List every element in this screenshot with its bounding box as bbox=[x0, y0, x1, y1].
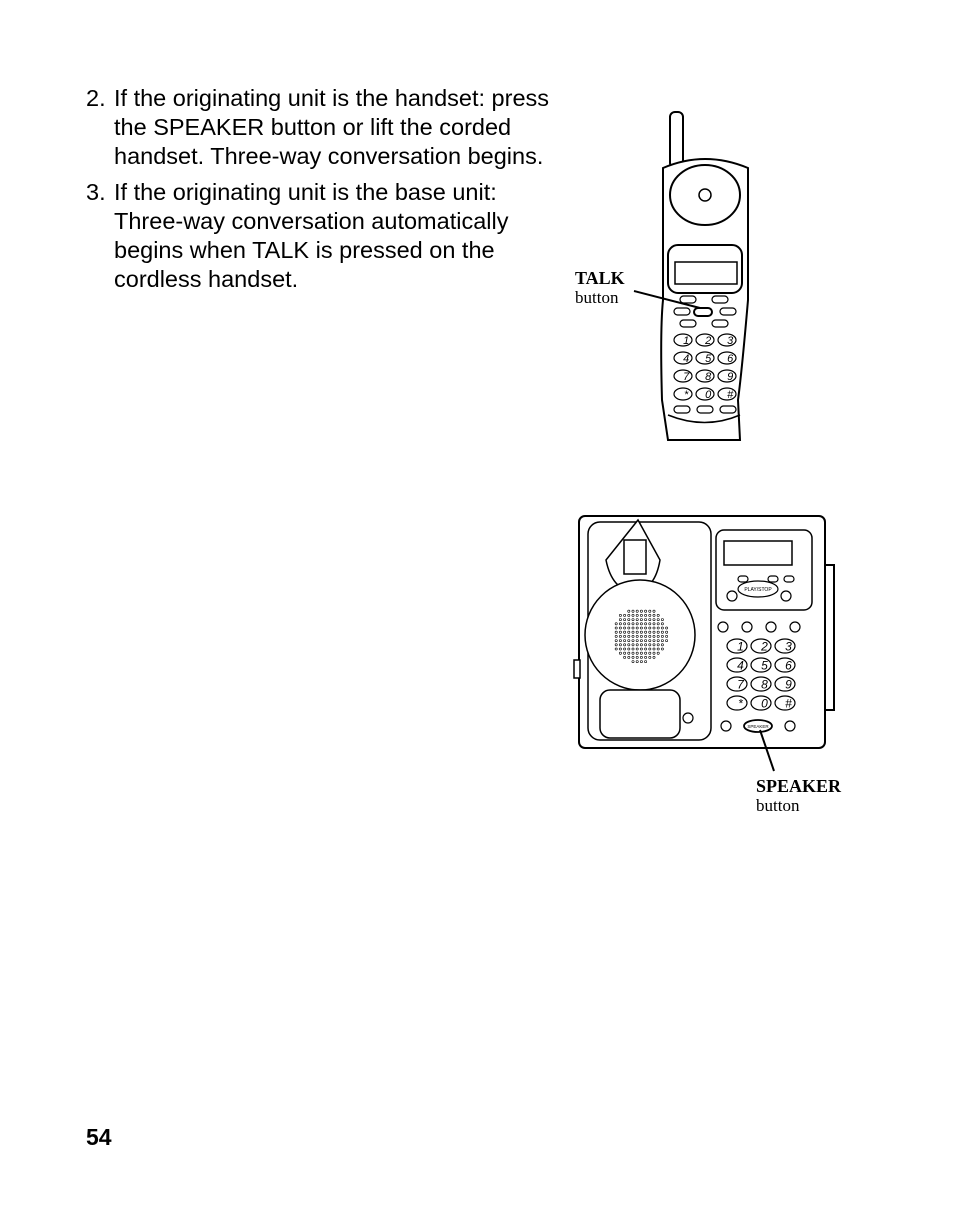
talk-button-callout bbox=[575, 268, 625, 308]
base-key-label: 8 bbox=[761, 677, 768, 692]
speaker-button-label: SPEAKER bbox=[747, 724, 769, 729]
speaker-button-callout bbox=[756, 776, 841, 816]
handset-logo-icon bbox=[699, 189, 711, 201]
base-button[interactable] bbox=[742, 622, 752, 632]
step-number: 3. bbox=[86, 179, 106, 205]
handset-key-label: 7 bbox=[683, 370, 690, 383]
talk-button[interactable] bbox=[694, 308, 712, 316]
base-key-label: 0 bbox=[761, 696, 768, 711]
base-key[interactable] bbox=[775, 639, 795, 653]
handset-button[interactable] bbox=[674, 308, 690, 315]
base-key[interactable] bbox=[775, 677, 795, 691]
base-key[interactable] bbox=[751, 696, 771, 710]
handset-key-outline bbox=[674, 388, 692, 400]
base-key-label: # bbox=[785, 696, 792, 711]
handset-key-label: # bbox=[727, 388, 734, 401]
callout-subtitle: button bbox=[756, 796, 800, 815]
handset-bottom-buttons bbox=[674, 406, 736, 413]
base-key-label: 3 bbox=[785, 639, 792, 654]
base-key[interactable] bbox=[727, 696, 747, 710]
base-button[interactable] bbox=[781, 591, 791, 601]
handset-key-label: 8 bbox=[705, 370, 712, 383]
base-key-label: 7 bbox=[737, 677, 744, 692]
handset-button[interactable] bbox=[674, 406, 690, 413]
base-key[interactable] bbox=[775, 658, 795, 672]
base-key[interactable] bbox=[751, 639, 771, 653]
speaker-grille bbox=[585, 580, 695, 690]
base-button[interactable] bbox=[721, 721, 731, 731]
base-key-label: 2 bbox=[761, 639, 768, 654]
base-key[interactable] bbox=[775, 696, 795, 710]
base-key-label: 1 bbox=[737, 639, 744, 654]
handset-key-label: * bbox=[684, 388, 689, 401]
play-stop-label: PLAY/STOP bbox=[744, 587, 772, 593]
base-display bbox=[724, 541, 792, 565]
base-key-label: * bbox=[738, 696, 743, 711]
base-key[interactable] bbox=[727, 658, 747, 672]
handset-key-label: 9 bbox=[727, 370, 734, 383]
handset-button[interactable] bbox=[697, 406, 713, 413]
base-key[interactable] bbox=[751, 658, 771, 672]
handset-display bbox=[675, 262, 737, 284]
base-button[interactable] bbox=[785, 721, 795, 731]
base-key[interactable] bbox=[727, 677, 747, 691]
handset-button[interactable] bbox=[712, 320, 728, 327]
base-button[interactable] bbox=[766, 622, 776, 632]
handset-key-label: 4 bbox=[683, 352, 690, 365]
base-button[interactable] bbox=[683, 713, 693, 723]
base-key[interactable] bbox=[751, 677, 771, 691]
handset-button[interactable] bbox=[680, 320, 696, 327]
step-number: 2. bbox=[86, 85, 106, 111]
handset-key-label: 0 bbox=[705, 388, 712, 401]
handset-key-label: 2 bbox=[705, 334, 712, 347]
page-number: 54 bbox=[86, 1124, 112, 1150]
callout-subtitle: button bbox=[575, 288, 619, 307]
base-button[interactable] bbox=[768, 576, 778, 582]
base-button[interactable] bbox=[738, 576, 748, 582]
base-button[interactable] bbox=[784, 576, 794, 582]
step-text: If the originating unit is the handset: press the SPEAKER button or lift the corded handset. Three-way conversation begins. bbox=[114, 85, 550, 169]
base-button[interactable] bbox=[718, 622, 728, 632]
handset-button[interactable] bbox=[712, 296, 728, 303]
handset-button[interactable] bbox=[720, 308, 736, 315]
base-key-label: 9 bbox=[785, 677, 792, 692]
step-text: If the originating unit is the base unit: Three-way conversation automatically begins when TALK is pressed on the cordless handset. bbox=[114, 179, 509, 292]
callout-title: TALK bbox=[575, 268, 625, 288]
base-key-label: 6 bbox=[785, 658, 792, 673]
handset-key-label: 1 bbox=[683, 334, 690, 347]
cradle-contacts bbox=[624, 540, 646, 574]
handset-antenna bbox=[670, 112, 683, 168]
base-button[interactable] bbox=[727, 591, 737, 601]
callout-title: SPEAKER bbox=[756, 776, 842, 796]
base-button[interactable] bbox=[790, 622, 800, 632]
base-key-label: 5 bbox=[761, 658, 768, 673]
handset-key-label: 5 bbox=[705, 352, 712, 365]
base-key-label: 4 bbox=[737, 658, 744, 673]
base-key-outline bbox=[727, 696, 747, 710]
base-key[interactable] bbox=[727, 639, 747, 653]
handset-button[interactable] bbox=[720, 406, 736, 413]
handset-key-label: 6 bbox=[727, 352, 734, 365]
handset-button[interactable] bbox=[680, 296, 696, 303]
handset-key-label: 3 bbox=[727, 334, 734, 347]
